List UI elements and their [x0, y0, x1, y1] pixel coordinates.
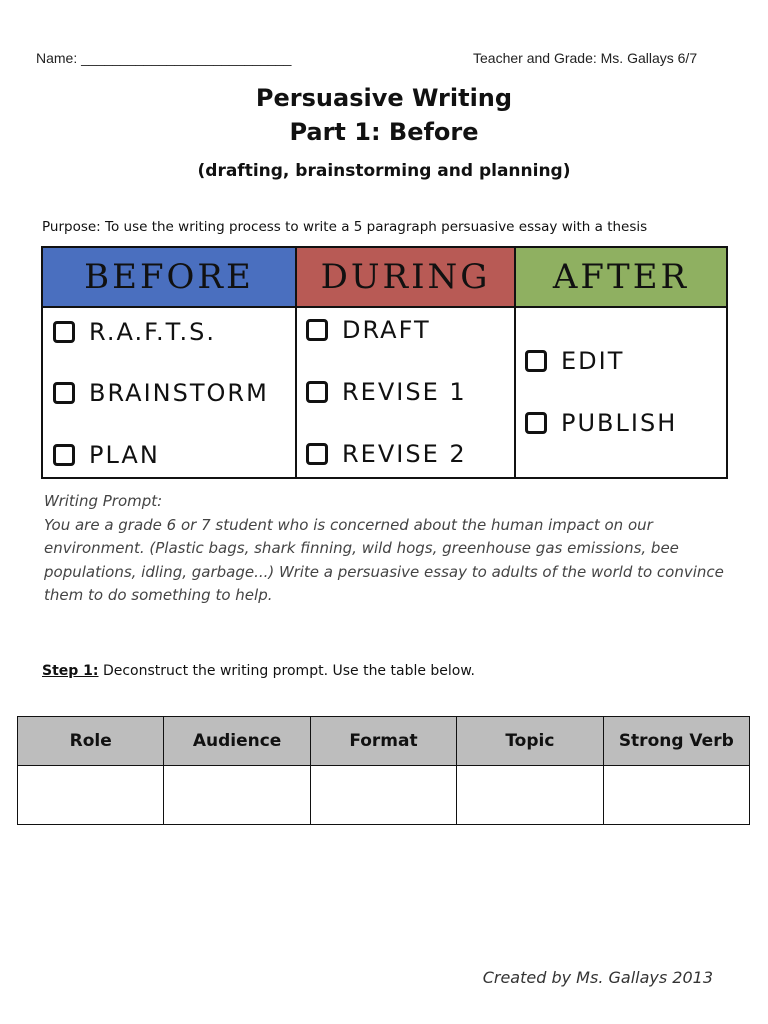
- checklist-item-revise-2[interactable]: [306, 440, 467, 468]
- page-title: Persuasive Writing: [255, 84, 513, 112]
- checklist-item-brainstorm[interactable]: [53, 379, 269, 407]
- checklist-item-label: BRAINSTORM: [89, 379, 269, 407]
- column-header-topic: Topic: [457, 717, 603, 766]
- checklist-item-label: REVISE 1: [342, 378, 467, 406]
- checkbox-icon[interactable]: [306, 381, 328, 403]
- writing-prompt-text: You are a grade 6 or 7 student who is concerned about the human impact on our environment. (Plastic bags, shark finning, wild hogs, greenhouse gas emissions, bee populations, idling, garbage...) Write a persuasive essay to adults of the world to convince them to do something to help.: [44, 515, 724, 604]
- audience-answer-cell[interactable]: [164, 766, 310, 825]
- teacher-grade-label: Teacher and Grade: Ms. Gallays 6/7: [473, 50, 698, 66]
- checklist-item-rafts[interactable]: [53, 318, 216, 346]
- after-header: AFTER: [515, 247, 727, 307]
- author-credit: Created by Ms. Gallays 2013: [482, 968, 713, 987]
- step-1-text: Deconstruct the writing prompt. Use the table below.: [98, 663, 475, 679]
- purpose-statement: Purpose: To use the writing process to write a 5 paragraph persuasive essay with a thesis: [42, 219, 648, 235]
- writing-prompt-label: Writing Prompt:: [44, 492, 163, 510]
- writing-stages-table: [41, 246, 728, 479]
- after-column: [515, 307, 727, 478]
- checklist-item-label: PLAN: [89, 441, 160, 469]
- topic-answer-cell[interactable]: [457, 766, 603, 825]
- checklist-item-revise-1[interactable]: [306, 378, 467, 406]
- checklist-item-publish[interactable]: [525, 409, 677, 437]
- during-header: DURING: [296, 247, 515, 307]
- strong-verb-answer-cell[interactable]: [603, 766, 749, 825]
- column-header-role: Role: [18, 717, 164, 766]
- role-answer-cell[interactable]: [18, 766, 164, 825]
- writing-prompt: [44, 490, 734, 608]
- step-1-label: Step 1:: [42, 663, 99, 679]
- format-answer-cell[interactable]: [310, 766, 456, 825]
- checklist-item-draft[interactable]: [306, 316, 431, 344]
- checkbox-icon[interactable]: [53, 382, 75, 404]
- checklist-item-label: PUBLISH: [561, 409, 678, 437]
- name-field-label: Name: ___________________________: [36, 50, 292, 66]
- checkbox-icon[interactable]: [525, 350, 547, 372]
- checklist-item-edit[interactable]: [525, 347, 624, 375]
- checklist-item-label: R.A.F.T.S.: [89, 318, 216, 346]
- during-column: [296, 307, 515, 478]
- checkbox-icon[interactable]: [525, 412, 547, 434]
- checkbox-icon[interactable]: [306, 443, 328, 465]
- checkbox-icon[interactable]: [53, 444, 75, 466]
- column-header-strong-verb: Strong Verb: [603, 717, 749, 766]
- checklist-item-label: EDIT: [561, 347, 625, 375]
- page-subtitle: (drafting, brainstorming and planning): [197, 161, 571, 181]
- part-title: Part 1: Before: [289, 118, 479, 146]
- checklist-item-label: DRAFT: [342, 316, 431, 344]
- column-header-audience: Audience: [164, 717, 310, 766]
- before-column: [42, 307, 296, 478]
- checklist-item-plan[interactable]: [53, 441, 160, 469]
- prompt-deconstruction-table: [17, 716, 750, 825]
- before-header: BEFORE: [42, 247, 296, 307]
- column-header-format: Format: [310, 717, 456, 766]
- checkbox-icon[interactable]: [306, 319, 328, 341]
- step-1-instruction: [42, 663, 475, 679]
- checkbox-icon[interactable]: [53, 321, 75, 343]
- checklist-item-label: REVISE 2: [342, 440, 467, 468]
